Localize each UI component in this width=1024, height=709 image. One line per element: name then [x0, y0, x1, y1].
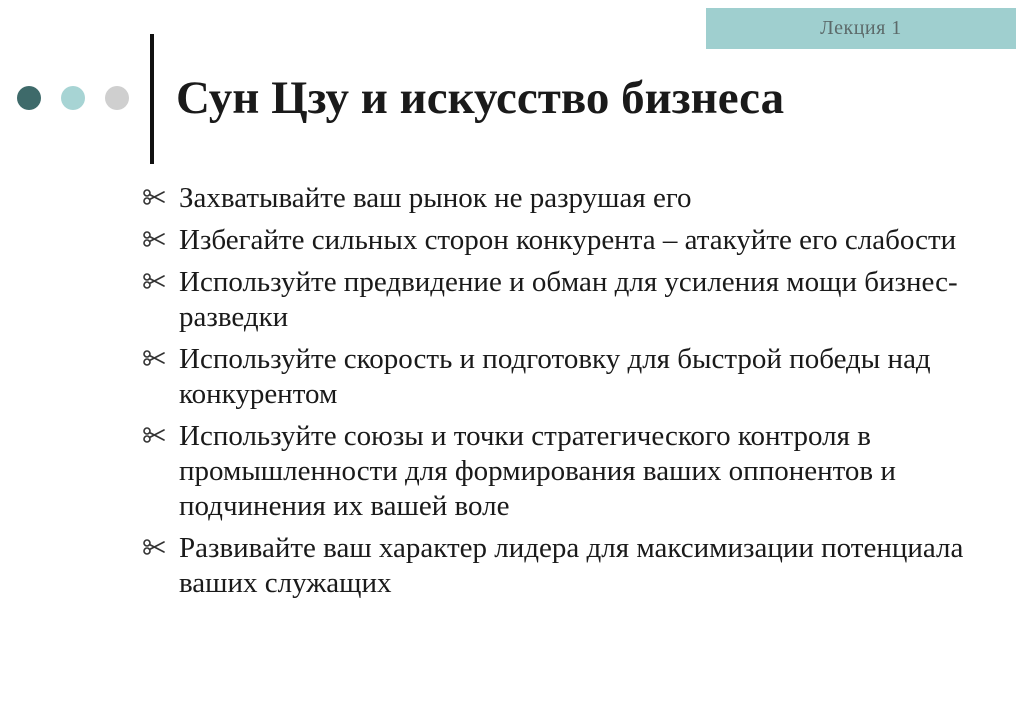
dot-gray: [105, 86, 129, 110]
bullet-item: [143, 265, 1013, 335]
dot-dark: [17, 86, 41, 110]
bullet-list: [143, 181, 1013, 608]
bullet-item: [143, 531, 1013, 601]
bullet-text: Захватывайте ваш рынок не разрушая его: [179, 182, 692, 214]
scissors-icon: [143, 531, 167, 566]
dot-teal: [61, 86, 85, 110]
bullet-text: Используйте союзы и точки стратегического контроля в промышленности для формирования ваших оппонентов и подчинения их вашей воле: [179, 420, 896, 522]
bullet-item: [143, 342, 1013, 412]
bullet-text: Используйте скорость и подготовку для быстрой победы над конкурентом: [179, 343, 931, 410]
scissors-icon: [143, 223, 167, 258]
scissors-icon: [143, 265, 167, 300]
bullet-item: [143, 419, 1013, 524]
bullet-item: [143, 223, 1013, 258]
scissors-icon: [143, 342, 167, 377]
title-divider: [150, 34, 154, 164]
bullet-item: [143, 181, 1013, 216]
scissors-icon: [143, 419, 167, 454]
bullet-text: Развивайте ваш характер лидера для максимизации потенциала ваших служащих: [179, 532, 964, 599]
lecture-label: Лекция 1: [706, 8, 1016, 49]
bullet-text: Используйте предвидение и обман для усиления мощи бизнес-разведки: [179, 266, 958, 333]
slide-title: Сун Цзу и искусство бизнеса: [176, 72, 785, 124]
decorative-dots: [17, 86, 129, 110]
bullet-text: Избегайте сильных сторон конкурента – атакуйте его слабости: [179, 224, 957, 256]
scissors-icon: [143, 181, 167, 216]
